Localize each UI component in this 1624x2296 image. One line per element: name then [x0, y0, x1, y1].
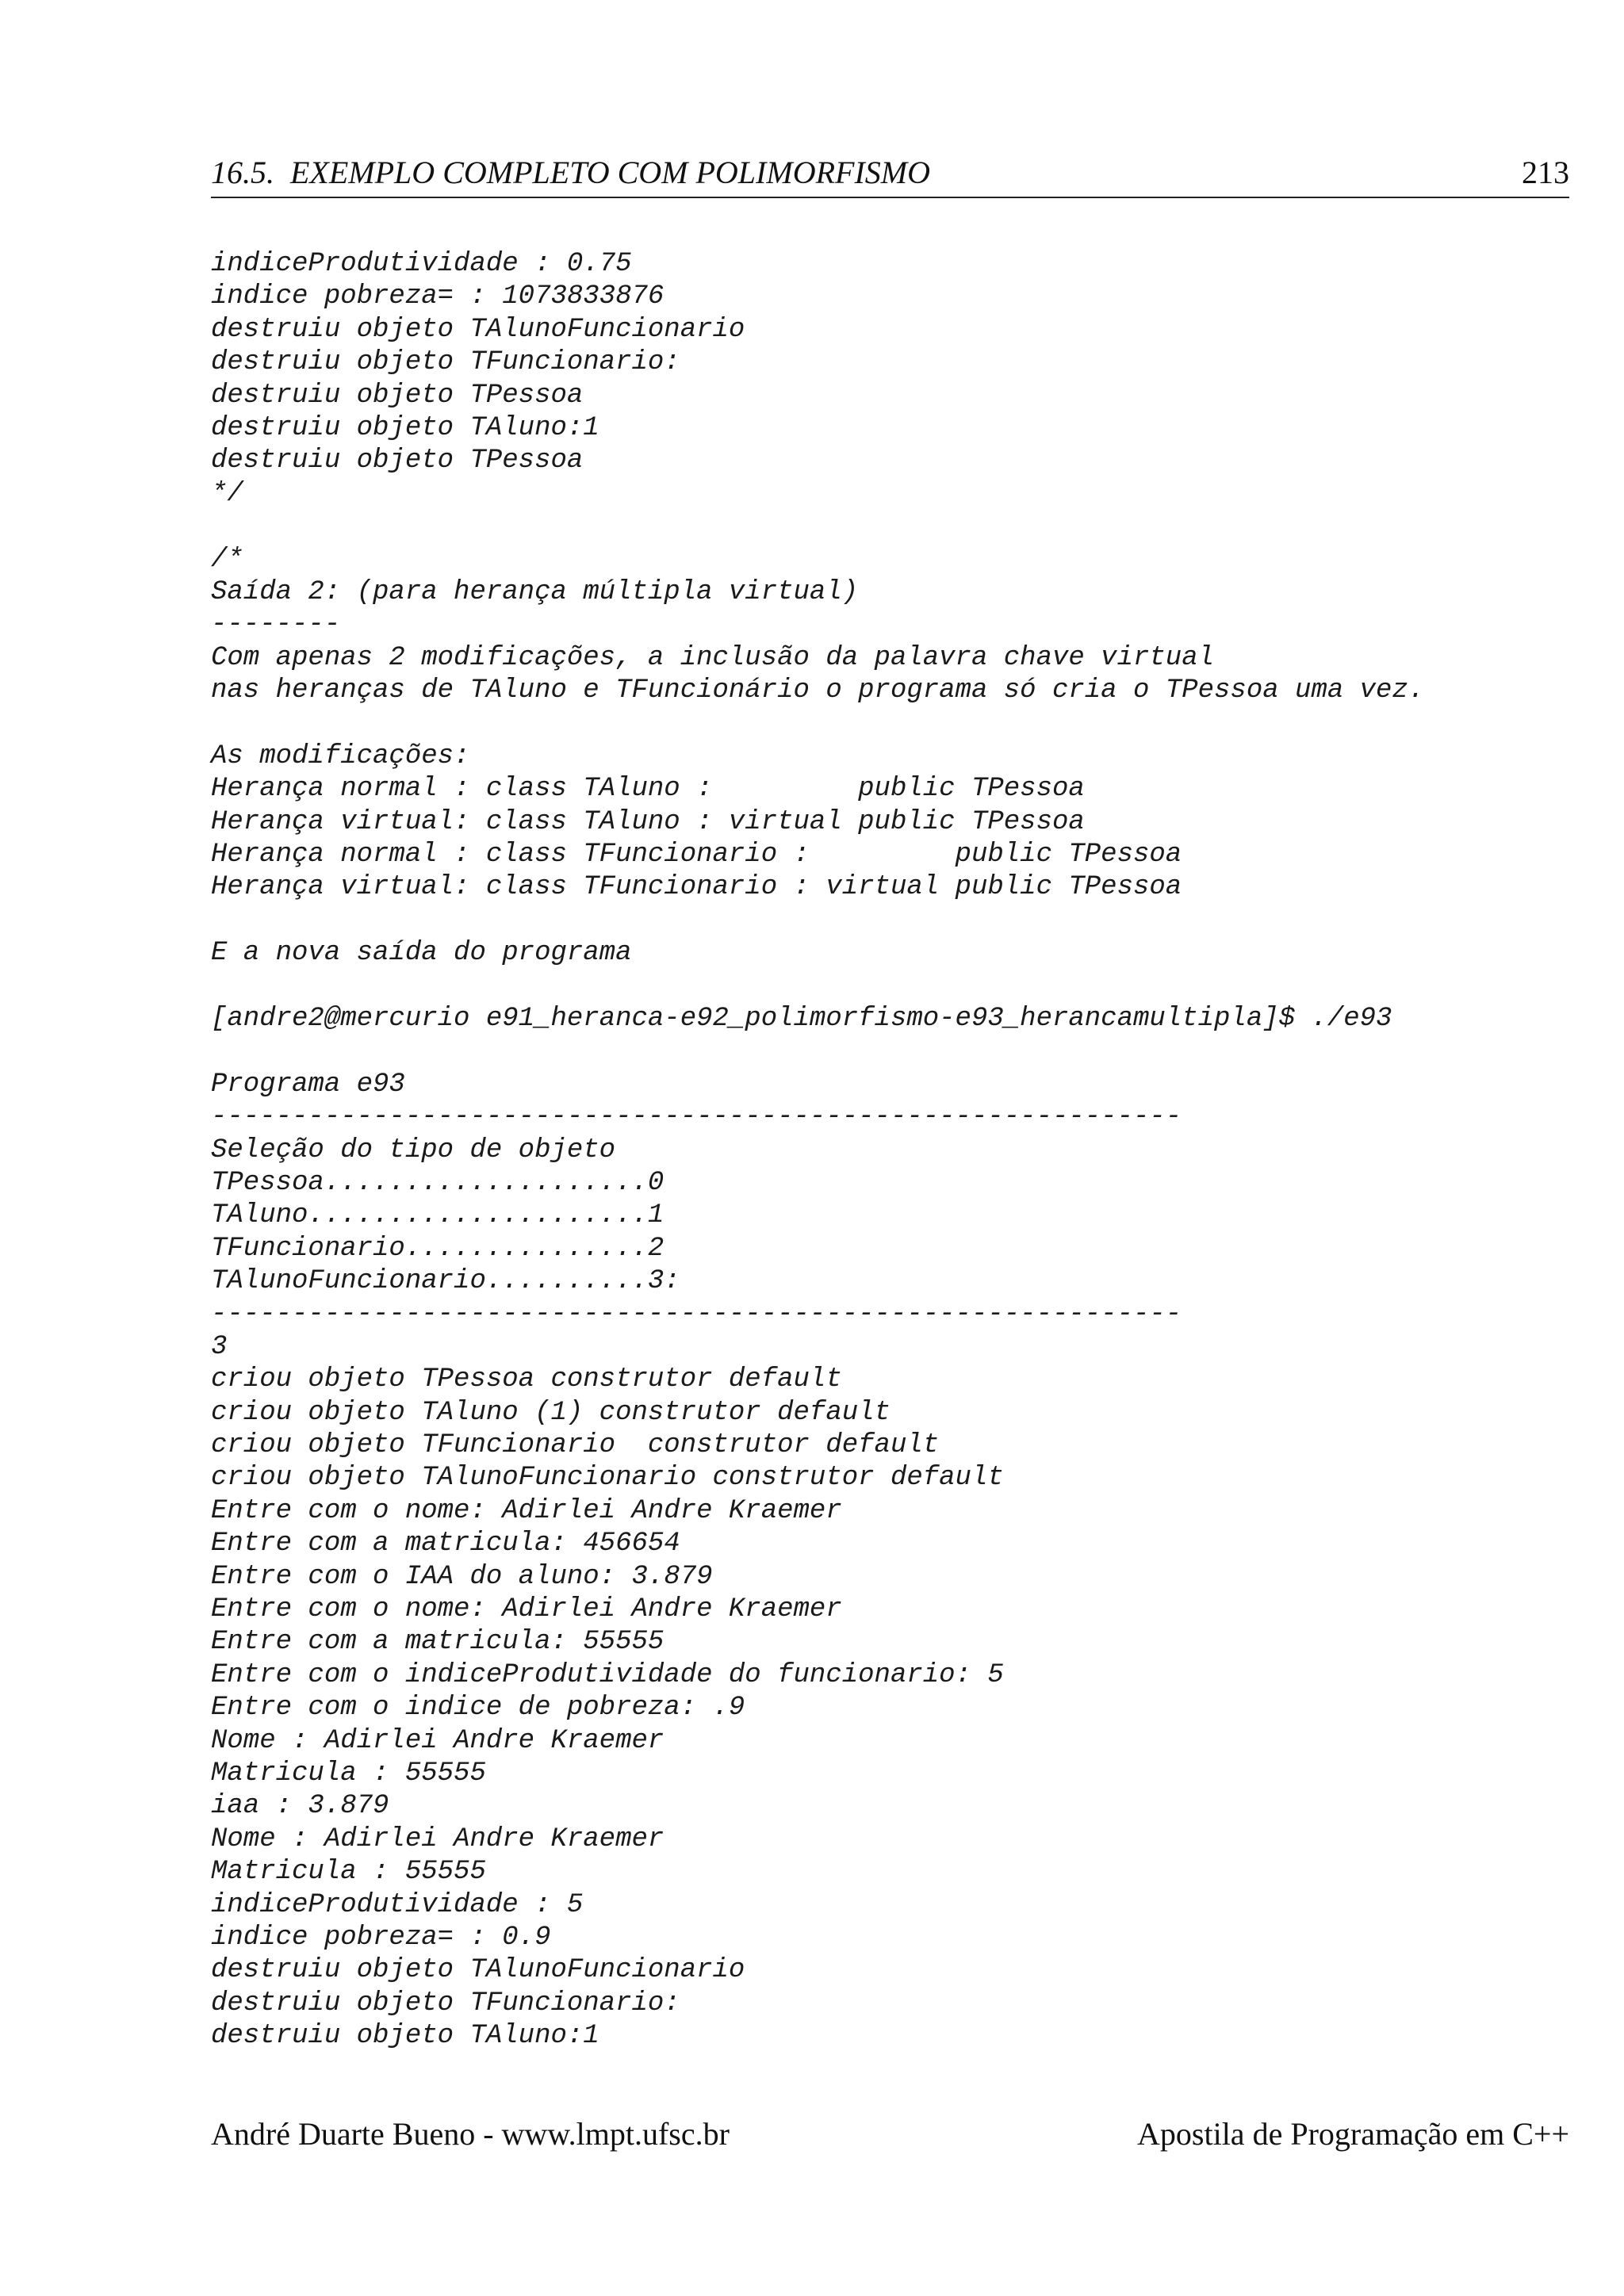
code-line: indiceProdutividade : 0.75	[211, 249, 632, 279]
code-line: criou objeto TPessoa construtor default	[211, 1364, 842, 1395]
code-line: indice pobreza= : 1073833876	[211, 281, 665, 312]
code-line: destruiu objeto TAlunoFuncionario	[211, 1955, 745, 1986]
code-line: /*	[211, 544, 243, 575]
code-line: iaa : 3.879	[211, 1791, 389, 1822]
footer-author: André Duarte Bueno - www.lmpt.ufsc.br	[211, 2116, 730, 2152]
code-line	[211, 707, 1591, 740]
code-line: Entre com o nome: Adirlei Andre Kraemer	[211, 1495, 842, 1526]
code-line: ------------------------------------------------------------	[211, 1299, 1182, 1330]
code-line: Seleção do tipo de objeto	[211, 1135, 616, 1165]
code-line: Matricula : 55555	[211, 1857, 486, 1888]
code-line: criou objeto TFuncionario construtor default	[211, 1430, 940, 1461]
code-line	[211, 970, 1591, 1003]
code-line: Herança virtual: class TAluno : virtual public TPessoa	[211, 806, 1085, 837]
code-line: Entre com o indiceProdutividade do funcionario: 5	[211, 1659, 1004, 1690]
code-line: indiceProdutividade : 5	[211, 1889, 584, 1920]
code-line: --------	[211, 610, 341, 641]
code-line: */	[211, 478, 243, 509]
code-line: Entre com o nome: Adirlei Andre Kraemer	[211, 1594, 842, 1625]
code-line: indice pobreza= : 0.9	[211, 1922, 551, 1953]
code-line: destruiu objeto TAlunoFuncionario	[211, 314, 745, 345]
code-line: Herança virtual: class TFuncionario : virtual public TPessoa	[211, 872, 1182, 903]
code-line: Entre com o IAA do aluno: 3.879	[211, 1561, 713, 1592]
code-line: destruiu objeto TPessoa	[211, 446, 584, 476]
code-line: Com apenas 2 modificações, a inclusão da palavra chave virtual	[211, 642, 1215, 673]
page-number: 213	[1522, 155, 1569, 190]
code-line: TFuncionario...............2	[211, 1233, 665, 1264]
code-line: TAlunoFuncionario..........3:	[211, 1266, 680, 1297]
code-line: [andre2@mercurio e91_heranca-e92_polimorfismo-e93_herancamultipla]$ ./e93	[211, 1003, 1392, 1034]
code-line: Herança normal : class TFuncionario : public TPessoa	[211, 840, 1182, 871]
code-line: Nome : Adirlei Andre Kraemer	[211, 1823, 665, 1854]
code-line: destruiu objeto TAluno:1	[211, 2021, 599, 2052]
code-line: criou objeto TAlunoFuncionario construtor default	[211, 1463, 1004, 1494]
code-line: Entre com o indice de pobreza: .9	[211, 1693, 745, 1724]
page-footer	[211, 2110, 1569, 2158]
code-line: Saída 2: (para herança múltipla virtual)	[211, 576, 859, 607]
page-header	[211, 149, 1569, 198]
code-line: nas heranças de TAluno e TFuncionário o programa só cria o TPessoa uma vez.	[211, 675, 1425, 706]
code-line	[211, 1035, 1591, 1068]
code-line: E a nova saída do programa	[211, 938, 632, 969]
code-line: destruiu objeto TFuncionario:	[211, 347, 680, 378]
code-line: destruiu objeto TFuncionario:	[211, 1988, 680, 2019]
code-line: TAluno.....................1	[211, 1200, 665, 1231]
code-line: As modificações:	[211, 740, 470, 771]
code-line: ------------------------------------------------------------	[211, 1102, 1182, 1133]
code-line: destruiu objeto TAluno:1	[211, 412, 599, 443]
code-line: Nome : Adirlei Andre Kraemer	[211, 1725, 665, 1756]
code-line: Programa e93	[211, 1069, 405, 1100]
section-title: 16.5. EXEMPLO COMPLETO COM POLIMORFISMO	[211, 155, 930, 190]
code-line: Entre com a matricula: 55555	[211, 1627, 665, 1658]
code-line: Matricula : 55555	[211, 1758, 486, 1789]
code-line: criou objeto TAluno (1) construtor default	[211, 1397, 891, 1428]
code-line	[211, 511, 1591, 543]
code-line: destruiu objeto TPessoa	[211, 380, 584, 411]
code-line: Herança normal : class TAluno : public TPessoa	[211, 774, 1085, 805]
footer-book-title: Apostila de Programação em C++	[1137, 2116, 1569, 2152]
code-listing	[211, 248, 1591, 2053]
code-line: Entre com a matricula: 456654	[211, 1529, 680, 1559]
code-line: TPessoa....................0	[211, 1167, 665, 1198]
code-line	[211, 905, 1591, 937]
code-line: 3	[211, 1331, 228, 1362]
